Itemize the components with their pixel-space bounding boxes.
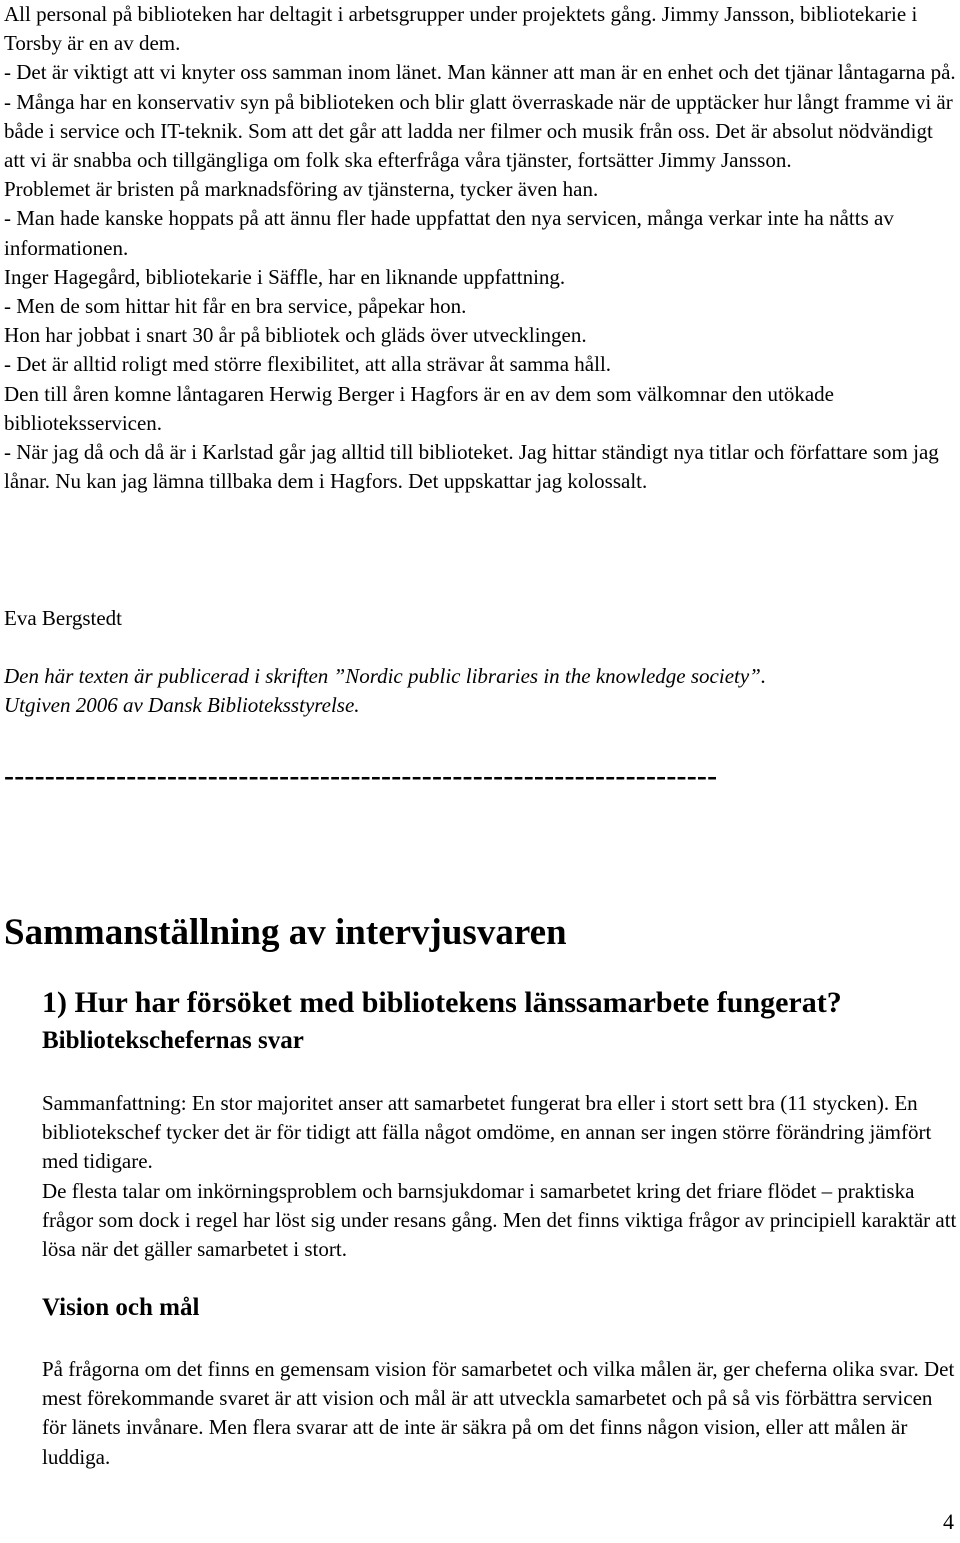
intro-paragraph: - Många har en konservativ syn på biblioteken och blir glatt överraskade när de upptäcker hur långt framme vi är både i service och IT-teknik. Som att det går att ladda ner filmer och musik från oss. Det är absolut nödvändigt att vi är snabba och tillgängliga om folk ska efterfråga våra tjänster, fortsätter Jimmy Jansson. xyxy=(4,89,953,173)
page-number: 4 xyxy=(943,1509,954,1534)
intro-text xyxy=(4,0,956,496)
author-byline: Eva Bergstedt xyxy=(4,606,123,630)
vision-text xyxy=(42,1355,957,1472)
intro-paragraph: - Men de som hittar hit får en bra service, påpekar hon. xyxy=(4,294,467,319)
intro-paragraph: - När jag då och då är i Karlstad går jag alltid till biblioteket. Jag hittar ständigt nya titlar och författare som jag lånar. Nu kan jag lämna tillbaka dem i Hagfors. Det uppskattar jag kolossalt. xyxy=(4,440,939,494)
intro-paragraph: All personal på biblioteken har deltagit i arbetsgrupper under projektets gång. Jimmy Jansson, bibliotekarie i Torsby är en av dem. xyxy=(4,2,918,56)
summary-paragraph: Sammanfattning: En stor majoritet anser att samarbetet fungerat bra eller i stort sett bra (11 stycken). En bibliotekschef tycker det är för tidigt att fälla något omdöme, en annan ser ingen större förändring jämfört med tidigare. xyxy=(42,1091,932,1174)
publication-note xyxy=(4,662,956,720)
dashed-divider: ---------------------------------------------------------------------- xyxy=(4,759,718,792)
subheading-vision: Vision och mål xyxy=(42,1294,200,1321)
intro-paragraph: Hon har jobbat i snart 30 år på bibliotek och gläds över utvecklingen. xyxy=(4,323,587,348)
summary-paragraph: De flesta talar om inkörningsproblem och barnsjukdomar i samarbetet kring det friare flödet – praktiska frågor som dock i regel har löst sig under resans gång. Men det finns viktiga frågor av principiell karaktär att lösa när det gäller samarbetet i stort. xyxy=(42,1178,957,1262)
intro-paragraph: Den till åren komne låntagaren Herwig Berger i Hagfors är en av dem som välkomnar den utökade biblioteksservicen. xyxy=(4,381,834,435)
vision-paragraph: På frågorna om det finns en gemensam vision för samarbetet och vilka målen är, ger cheferna olika svar. Det mest förekommande svaret är att vision och mål är att utveckla samarbetet och på så vis förbättra servicen för länets invånare. Men flera svarar att de inte är säkra på om det finns någon vision, eller att målen är luddiga. xyxy=(42,1357,955,1469)
publication-note-line: Den här texten är publicerad i skriften ”Nordic public libraries in the knowledge society”. xyxy=(4,664,767,688)
intro-paragraph: Inger Hagegård, bibliotekarie i Säffle, har en liknande uppfattning. xyxy=(4,264,566,289)
summary-text xyxy=(42,1089,957,1264)
subheading-library-chiefs: Bibliotekschefernas svar xyxy=(42,1027,304,1054)
question-heading: 1) Hur har försöket med bibliotekens länssamarbete fungerat? xyxy=(42,986,842,1019)
intro-paragraph: - Det är alltid roligt med större flexibilitet, att alla strävar åt samma håll. xyxy=(4,352,612,377)
section-title: Sammanställning av intervjusvaren xyxy=(4,912,567,953)
publication-note-line: Utgiven 2006 av Dansk Biblioteksstyrelse. xyxy=(4,693,360,718)
intro-paragraph: - Det är viktigt att vi knyter oss samman inom länet. Man känner att man är en enhet och det tjänar låntagarna på. xyxy=(4,60,956,85)
intro-paragraph: - Man hade kanske hoppats på att ännu fler hade uppfattat den nya servicen, många verkar inte ha nåtts av informationen. xyxy=(4,206,894,260)
intro-paragraph: Problemet är bristen på marknadsföring av tjänsterna, tycker även han. xyxy=(4,177,599,202)
